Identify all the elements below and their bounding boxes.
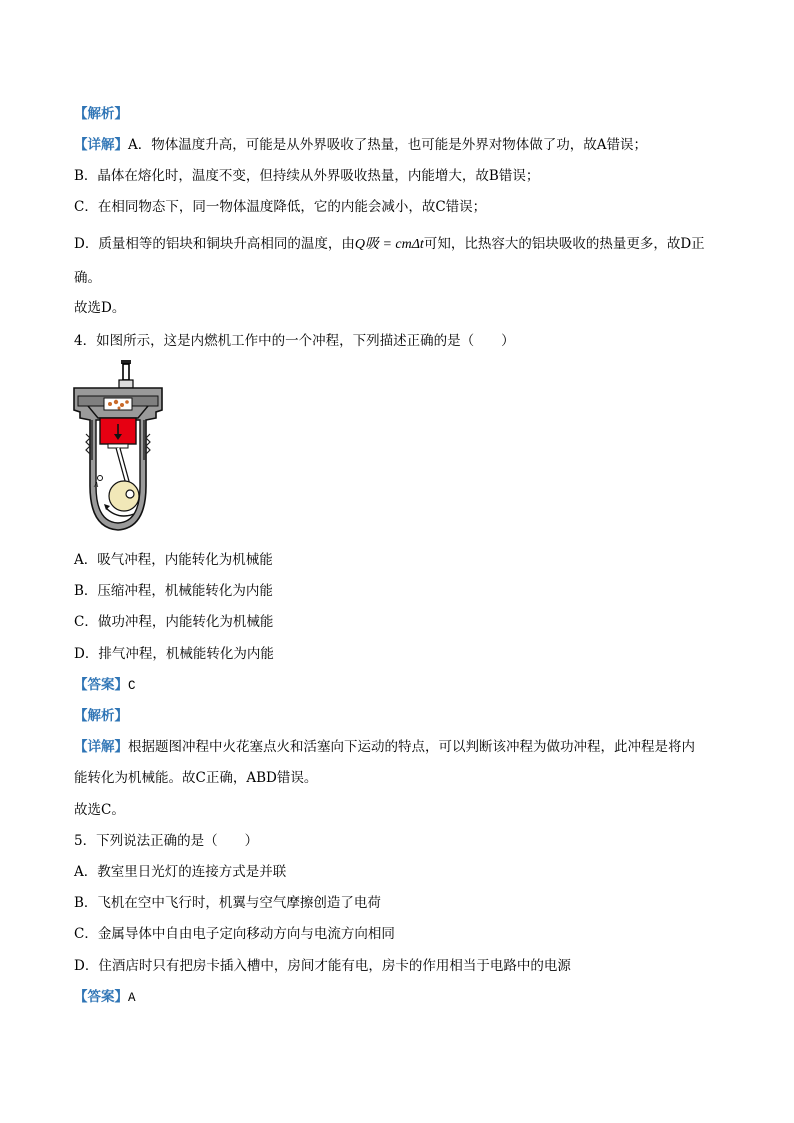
analysis-heading-1: 【解析】 xyxy=(74,106,128,122)
detail-line-q4-cont: 能转化为机械能。故C正确，ABD错误。 xyxy=(74,770,318,786)
detail-line-d-cont: 确。 xyxy=(74,270,101,286)
choose-c: 故选C。 xyxy=(74,802,125,818)
detail-line-d: D．质量相等的铝块和铜块升高相同的温度，由Q吸 = cmΔt可知，比热容大的铝块吸收的热量更多，故D正 xyxy=(74,236,705,252)
q4-option-d: D．排气冲程，机械能转化为内能 xyxy=(74,646,274,662)
detail-line-b: B．晶体在熔化时，温度不变，但持续从外界吸收热量，内能增大，故B错误； xyxy=(74,168,540,184)
detail-line-a: 【详解】A．物体温度升高，可能是从外界吸收了热量，也可能是外界对物体做了功，故A错误； xyxy=(74,137,647,153)
detail-line-q4: 【详解】根据题图冲程中火花塞点火和活塞向下运动的特点，可以判断该冲程为做功冲程，此冲程是将内 xyxy=(74,739,695,755)
heat-formula: Q吸 = cmΔt xyxy=(354,237,424,252)
question-4-stem: 4．如图所示，这是内燃机工作中的一个冲程，下列描述正确的是（ ） xyxy=(74,333,515,349)
choose-d: 故选D。 xyxy=(74,300,126,316)
spark-plug xyxy=(123,364,129,380)
answer-4: 【答案】C xyxy=(74,677,136,693)
answer-5: 【答案】A xyxy=(74,989,136,1005)
engine-power-stroke-figure xyxy=(72,358,164,538)
q5-option-c: C．金属导体中自由电子定向移动方向与电流方向相同 xyxy=(74,926,395,942)
q4-option-c: C．做功冲程，内能转化为机械能 xyxy=(74,614,274,630)
q5-option-a: A．教室里日光灯的连接方式是并联 xyxy=(74,864,287,880)
figure-label-a: A xyxy=(94,481,99,489)
q5-option-d: D．住酒店时只有把房卡插入槽中，房间才能有电，房卡的作用相当于电路中的电源 xyxy=(74,958,571,974)
q4-option-a: A．吸气冲程，内能转化为机械能 xyxy=(74,552,273,568)
spark-flame xyxy=(118,407,121,410)
detail-line-c: C．在相同物态下，同一物体温度降低，它的内能会减小，故C错误； xyxy=(74,199,487,215)
analysis-heading-2: 【解析】 xyxy=(74,708,128,724)
q5-option-b: B．飞机在空中飞行时，机翼与空气摩擦创造了电荷 xyxy=(74,895,381,911)
question-5-stem: 5．下列说法正确的是（ ） xyxy=(74,833,259,849)
flywheel xyxy=(109,481,139,511)
q4-option-b: B．压缩冲程，机械能转化为内能 xyxy=(74,583,273,599)
